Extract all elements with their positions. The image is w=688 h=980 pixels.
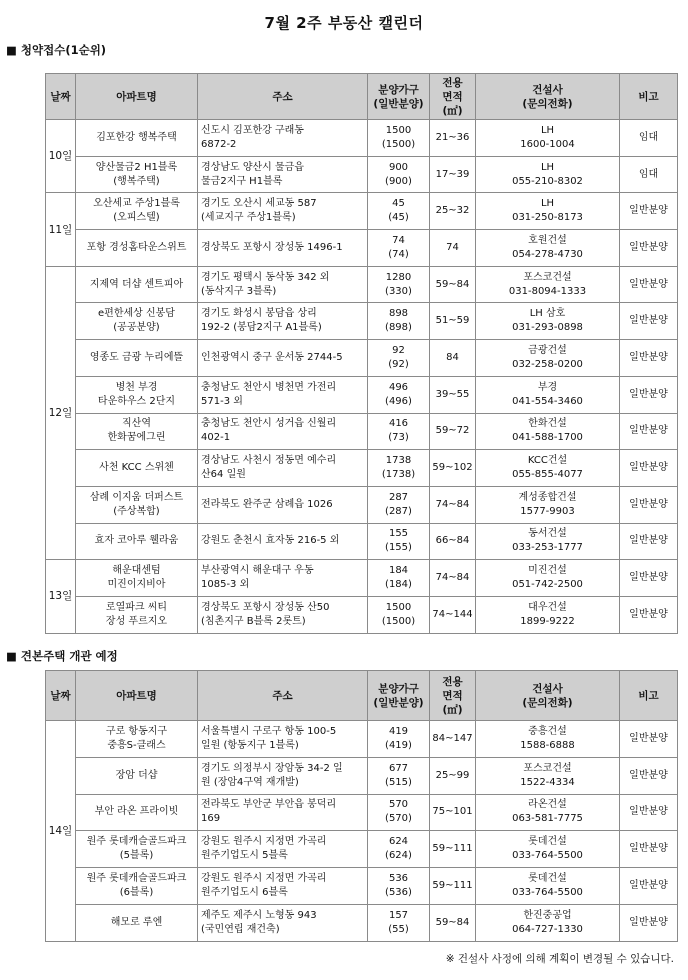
- apartment-name-cell: e편한세상 신봉담 (공공분양): [76, 303, 198, 340]
- note-cell: 일반분양: [620, 868, 678, 905]
- address-cell: 전라북도 부안군 부안읍 봉덕리 169: [198, 794, 368, 831]
- address-cell: 전라북도 완주군 삼례읍 1026: [198, 486, 368, 523]
- header-note: 비고: [620, 671, 678, 721]
- table-row: [46, 596, 678, 633]
- address-cell: 부산광역시 해운대구 우동 1085-3 외: [198, 560, 368, 597]
- supply-units-cell: 287 (287): [368, 486, 430, 523]
- address-cell: 경상남도 사천시 정동면 예수리 산64 일원: [198, 450, 368, 487]
- header-builder: 건설사 (문의전화): [476, 671, 620, 721]
- area-cell: 25~99: [430, 757, 476, 794]
- area-cell: 59~111: [430, 831, 476, 868]
- model-house-table: [45, 670, 678, 942]
- supply-units-cell: 898 (898): [368, 303, 430, 340]
- note-cell: 임대: [620, 120, 678, 157]
- apartment-name-cell: 포항 경성홈타운스위트: [76, 230, 198, 267]
- area-cell: 59~84: [430, 266, 476, 303]
- table-row: [46, 831, 678, 868]
- apartment-name-cell: 김포한강 행복주택: [76, 120, 198, 157]
- apartment-name-cell: 구로 항동지구 중흥S-클래스: [76, 721, 198, 758]
- area-cell: 21~36: [430, 120, 476, 157]
- supply-units-cell: 184 (184): [368, 560, 430, 597]
- table-row: [46, 523, 678, 560]
- supply-units-cell: 155 (155): [368, 523, 430, 560]
- note-cell: 일반분양: [620, 757, 678, 794]
- supply-units-cell: 1500 (1500): [368, 596, 430, 633]
- apartment-name-cell: 지제역 더샵 센트피아: [76, 266, 198, 303]
- table-row: [46, 450, 678, 487]
- header-date: 날짜: [46, 74, 76, 120]
- supply-units-cell: 677 (515): [368, 757, 430, 794]
- note-cell: 일반분양: [620, 523, 678, 560]
- builder-cell: 롯데건설 033-764-5500: [476, 868, 620, 905]
- subscription-table: [45, 73, 678, 634]
- builder-cell: LH 031-250-8173: [476, 193, 620, 230]
- table-row: [46, 721, 678, 758]
- note-cell: 일반분양: [620, 376, 678, 413]
- area-cell: 25~32: [430, 193, 476, 230]
- note-cell: 일반분양: [620, 486, 678, 523]
- note-cell: 임대: [620, 156, 678, 193]
- area-cell: 74: [430, 230, 476, 267]
- note-cell: 일반분양: [620, 340, 678, 377]
- builder-cell: 포스코건설 031-8094-1333: [476, 266, 620, 303]
- header-date: 날짜: [46, 671, 76, 721]
- header-apartment: 아파트명: [76, 671, 198, 721]
- address-cell: 인천광역시 중구 운서동 2744-5: [198, 340, 368, 377]
- section-title-subscription: [6, 42, 106, 58]
- address-cell: 경기도 평택시 동삭동 342 외 (동삭지구 3블록): [198, 266, 368, 303]
- section-title-model-house: [6, 648, 118, 664]
- header-area: 전용 면적 (㎡): [430, 671, 476, 721]
- note-cell: 일반분양: [620, 596, 678, 633]
- builder-cell: 부경 041-554-3460: [476, 376, 620, 413]
- builder-cell: 한화건설 041-588-1700: [476, 413, 620, 450]
- apartment-name-cell: 양산물금2 H1블록 (행복주택): [76, 156, 198, 193]
- builder-cell: 호원건설 054-278-4730: [476, 230, 620, 267]
- address-cell: 강원도 원주시 지정면 가곡리 원주기업도시 6블록: [198, 868, 368, 905]
- table-row: [46, 486, 678, 523]
- date-cell: 10일: [46, 120, 76, 193]
- address-cell: 충청남도 천안시 성거읍 신월리 402-1: [198, 413, 368, 450]
- apartment-name-cell: 원주 롯데캐슬골드파크 (6블록): [76, 868, 198, 905]
- address-cell: 강원도 춘천시 효자동 216-5 외: [198, 523, 368, 560]
- apartment-name-cell: 삼례 이지움 더퍼스트 (주상복합): [76, 486, 198, 523]
- note-cell: 일반분양: [620, 450, 678, 487]
- area-cell: 59~102: [430, 450, 476, 487]
- table-row: [46, 193, 678, 230]
- table-header-row: [46, 74, 678, 120]
- header-supply: 분양가구 (일반분양): [368, 671, 430, 721]
- section-label: 견본주택 개관 예정: [20, 649, 118, 663]
- area-cell: 51~59: [430, 303, 476, 340]
- address-cell: 경상북도 포항시 장성동 산50 (침촌지구 B블록 2롯트): [198, 596, 368, 633]
- square-bullet-icon: ■: [6, 649, 17, 663]
- area-cell: 59~84: [430, 904, 476, 941]
- supply-units-cell: 536 (536): [368, 868, 430, 905]
- table-header-row: [46, 671, 678, 721]
- table-row: [46, 303, 678, 340]
- area-cell: 75~101: [430, 794, 476, 831]
- builder-cell: 라온건설 063-581-7775: [476, 794, 620, 831]
- supply-units-cell: 624 (624): [368, 831, 430, 868]
- header-address: 주소: [198, 671, 368, 721]
- builder-cell: 롯데건설 033-764-5500: [476, 831, 620, 868]
- apartment-name-cell: 병천 부경 타운하우스 2단지: [76, 376, 198, 413]
- builder-cell: 금광건설 032-258-0200: [476, 340, 620, 377]
- date-cell: 14일: [46, 721, 76, 942]
- address-cell: 경상남도 양산시 물금읍 물금2지구 H1블록: [198, 156, 368, 193]
- address-cell: 경상북도 포항시 장성동 1496-1: [198, 230, 368, 267]
- address-cell: 강원도 원주시 지정면 가곡리 원주기업도시 5블록: [198, 831, 368, 868]
- supply-units-cell: 419 (419): [368, 721, 430, 758]
- builder-cell: 중흥건설 1588-6888: [476, 721, 620, 758]
- table-row: [46, 868, 678, 905]
- note-cell: 일반분양: [620, 721, 678, 758]
- date-cell: 13일: [46, 560, 76, 633]
- builder-cell: LH 055-210-8302: [476, 156, 620, 193]
- table-row: [46, 376, 678, 413]
- builder-cell: LH 삼호 031-293-0898: [476, 303, 620, 340]
- header-address: 주소: [198, 74, 368, 120]
- supply-units-cell: 1500 (1500): [368, 120, 430, 157]
- note-cell: 일반분양: [620, 904, 678, 941]
- address-cell: 서울특별시 구로구 항동 100-5 일원 (항동지구 1블록): [198, 721, 368, 758]
- supply-units-cell: 570 (570): [368, 794, 430, 831]
- builder-cell: 계성종합건설 1577-9903: [476, 486, 620, 523]
- builder-cell: 동서건설 033-253-1777: [476, 523, 620, 560]
- apartment-name-cell: 오산세교 주상1블록 (오피스텔): [76, 193, 198, 230]
- apartment-name-cell: 해운대센텀 미진이지비아: [76, 560, 198, 597]
- supply-units-cell: 92 (92): [368, 340, 430, 377]
- apartment-name-cell: 효자 코아루 웰라움: [76, 523, 198, 560]
- table-row: [46, 757, 678, 794]
- square-bullet-icon: ■: [6, 43, 17, 57]
- area-cell: 74~84: [430, 486, 476, 523]
- page-title: 7월 2주 부동산 캘린더: [264, 14, 424, 32]
- address-cell: 제주도 제주시 노형동 943 (국민연립 재건축): [198, 904, 368, 941]
- table-row: [46, 156, 678, 193]
- apartment-name-cell: 직산역 한화꿈에그린: [76, 413, 198, 450]
- builder-cell: LH 1600-1004: [476, 120, 620, 157]
- area-cell: 84~147: [430, 721, 476, 758]
- address-cell: 충청남도 천안시 병천면 가전리 571-3 외: [198, 376, 368, 413]
- table-row: [46, 794, 678, 831]
- apartment-name-cell: 해모로 루엔: [76, 904, 198, 941]
- section-label: 청약접수(1순위): [20, 43, 107, 57]
- table-row: [46, 413, 678, 450]
- area-cell: 17~39: [430, 156, 476, 193]
- supply-units-cell: 157 (55): [368, 904, 430, 941]
- note-cell: 일반분양: [620, 413, 678, 450]
- apartment-name-cell: 로열파크 씨티 장성 푸르지오: [76, 596, 198, 633]
- supply-units-cell: 900 (900): [368, 156, 430, 193]
- builder-cell: 한진중공업 064-727-1330: [476, 904, 620, 941]
- apartment-name-cell: 영종도 금광 누리에뜰: [76, 340, 198, 377]
- date-cell: 12일: [46, 266, 76, 560]
- apartment-name-cell: 원주 롯데캐슬골드파크 (5블록): [76, 831, 198, 868]
- address-cell: 경기도 화성시 봉담읍 상리 192-2 (봉담2지구 A1블록): [198, 303, 368, 340]
- address-cell: 경기도 의정부시 장암동 34-2 일 원 (장암4구역 재개발): [198, 757, 368, 794]
- header-area: 전용 면적 (㎡): [430, 74, 476, 120]
- footnote: ※ 건설사 사정에 의해 계획이 변경될 수 있습니다.: [445, 953, 674, 965]
- table-row: [46, 560, 678, 597]
- builder-cell: 포스코건설 1522-4334: [476, 757, 620, 794]
- table-row: [46, 340, 678, 377]
- apartment-name-cell: 장암 더샵: [76, 757, 198, 794]
- note-cell: 일반분양: [620, 831, 678, 868]
- area-cell: 59~72: [430, 413, 476, 450]
- builder-cell: KCC건설 055-855-4077: [476, 450, 620, 487]
- area-cell: 84: [430, 340, 476, 377]
- table-row: [46, 230, 678, 267]
- header-note: 비고: [620, 74, 678, 120]
- table-row: [46, 120, 678, 157]
- table-row: [46, 266, 678, 303]
- builder-cell: 대우건설 1899-9222: [476, 596, 620, 633]
- supply-units-cell: 1738 (1738): [368, 450, 430, 487]
- table-row: [46, 904, 678, 941]
- note-cell: 일반분양: [620, 266, 678, 303]
- header-apartment: 아파트명: [76, 74, 198, 120]
- apartment-name-cell: 부안 라온 프라이빗: [76, 794, 198, 831]
- note-cell: 일반분양: [620, 560, 678, 597]
- note-cell: 일반분양: [620, 193, 678, 230]
- header-builder: 건설사 (문의전화): [476, 74, 620, 120]
- address-cell: 경기도 오산시 세교동 587 (세교지구 주상1블록): [198, 193, 368, 230]
- supply-units-cell: 1280 (330): [368, 266, 430, 303]
- note-cell: 일반분양: [620, 794, 678, 831]
- builder-cell: 미진건설 051-742-2500: [476, 560, 620, 597]
- area-cell: 66~84: [430, 523, 476, 560]
- area-cell: 59~111: [430, 868, 476, 905]
- apartment-name-cell: 사천 KCC 스위첸: [76, 450, 198, 487]
- note-cell: 일반분양: [620, 303, 678, 340]
- area-cell: 74~84: [430, 560, 476, 597]
- supply-units-cell: 45 (45): [368, 193, 430, 230]
- area-cell: 39~55: [430, 376, 476, 413]
- header-supply: 분양가구 (일반분양): [368, 74, 430, 120]
- area-cell: 74~144: [430, 596, 476, 633]
- date-cell: 11일: [46, 193, 76, 266]
- address-cell: 신도시 김포한강 구래동 6872-2: [198, 120, 368, 157]
- supply-units-cell: 74 (74): [368, 230, 430, 267]
- supply-units-cell: 496 (496): [368, 376, 430, 413]
- supply-units-cell: 416 (73): [368, 413, 430, 450]
- note-cell: 일반분양: [620, 230, 678, 267]
